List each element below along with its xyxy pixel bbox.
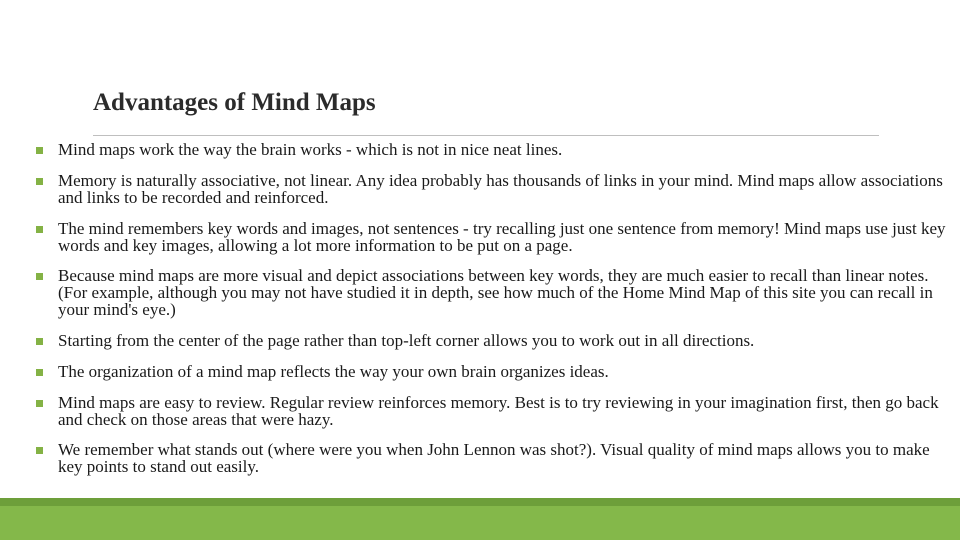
square-bullet-icon bbox=[36, 369, 43, 376]
bullet-text: Memory is naturally associative, not linear. Any idea probably has thousands of links in your mind. Mind maps allow associations and links to be recorded and reinforced. bbox=[58, 171, 943, 207]
bullet-text: The mind remembers key words and images, not sentences - try recalling just one sentence from memory! Mind maps use just key words and key images, allowing a lot more information to be put on a page. bbox=[58, 219, 946, 255]
bullet-item bbox=[36, 394, 946, 428]
square-bullet-icon bbox=[36, 178, 43, 185]
bullet-item bbox=[36, 220, 946, 254]
bullet-text: The organization of a mind map reflects the way your own brain organizes ideas. bbox=[58, 362, 609, 381]
bullet-item bbox=[36, 267, 946, 318]
square-bullet-icon bbox=[36, 400, 43, 407]
footer-bar-edge bbox=[0, 498, 960, 506]
bullet-item bbox=[36, 141, 946, 158]
square-bullet-icon bbox=[36, 338, 43, 345]
bullet-text: Starting from the center of the page rather than top-left corner allows you to work out in all directions. bbox=[58, 331, 755, 350]
bullet-item bbox=[36, 441, 946, 475]
bullet-text: Mind maps work the way the brain works - which is not in nice neat lines. bbox=[58, 140, 563, 159]
title-divider bbox=[93, 135, 879, 136]
bullet-text: Mind maps are easy to review. Regular review reinforces memory. Best is to try reviewing in your imagination first, then go back and check on those areas that were hazy. bbox=[58, 393, 939, 429]
bullet-item bbox=[36, 332, 946, 349]
square-bullet-icon bbox=[36, 447, 43, 454]
square-bullet-icon bbox=[36, 147, 43, 154]
square-bullet-icon bbox=[36, 226, 43, 233]
slide-title: Advantages of Mind Maps bbox=[93, 89, 376, 116]
bullet-text: We remember what stands out (where were you when John Lennon was shot?). Visual quality of mind maps allows you to make key points to stand out easily. bbox=[58, 440, 930, 476]
bullet-text: Because mind maps are more visual and depict associations between key words, they are much easier to recall than linear notes. (For example, although you may not have studied it in depth, see how much of the Home Mind Map of this site you can recall in your mind's eye.) bbox=[58, 266, 933, 319]
square-bullet-icon bbox=[36, 273, 43, 280]
bullet-item bbox=[36, 363, 946, 380]
bullet-item bbox=[36, 172, 946, 206]
